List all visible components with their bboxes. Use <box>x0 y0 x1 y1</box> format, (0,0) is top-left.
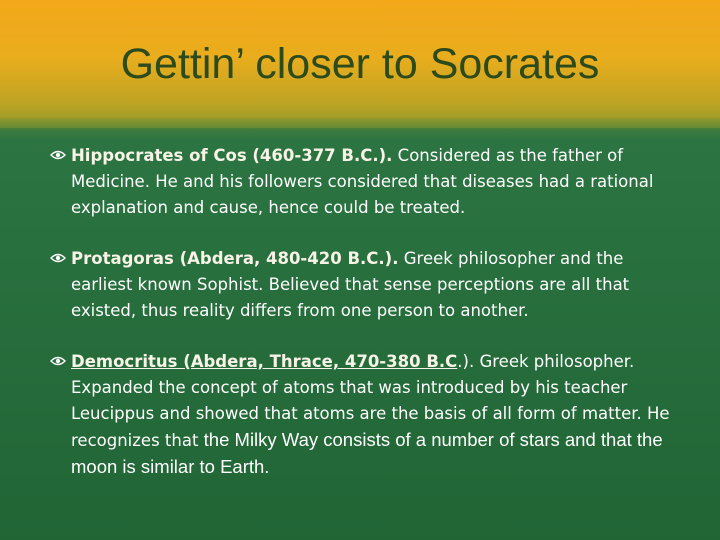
eye-bullet-icon <box>50 143 66 169</box>
bullet-name: Hippocrates of Cos (460-377 B.C.). <box>71 146 393 165</box>
bullet-name: Protagoras (Abdera, 480-420 B.C.). <box>71 249 399 268</box>
bullet-name-tail: . <box>457 352 463 371</box>
eye-bullet-icon <box>50 349 66 375</box>
slide-title: Gettin’ closer to Socrates <box>120 40 600 88</box>
bullet-text: ). Greek philosopher. Expanded the concept of atoms that was introduced by his teacher Leucippus and showed that atoms are the basis of all form of matter. He recognizes that <box>71 352 670 450</box>
democritus-link[interactable]: Democritus (Abdera, Thrace, 470-380 B.C <box>71 352 458 371</box>
title-band-edge <box>0 118 720 140</box>
bullet-text: Considered as the father of Medicine. He and his followers considered that diseases had a rational explanation and cause, hence could be treated. <box>71 146 654 217</box>
bullet-text: Greek philosopher and the earliest known Sophist. Believed that sense perceptions are all that existed, thus reality differs from one person to another. <box>71 249 630 320</box>
bullet-hippocrates <box>50 143 670 221</box>
bullet-democritus <box>50 349 670 481</box>
eye-bullet-icon <box>50 246 66 272</box>
bullet-protagoras <box>50 246 670 324</box>
bullet-text-tail: the Milky Way consists of a number of stars and that the moon is similar to Earth. <box>71 429 663 477</box>
bullet-list <box>50 143 670 506</box>
